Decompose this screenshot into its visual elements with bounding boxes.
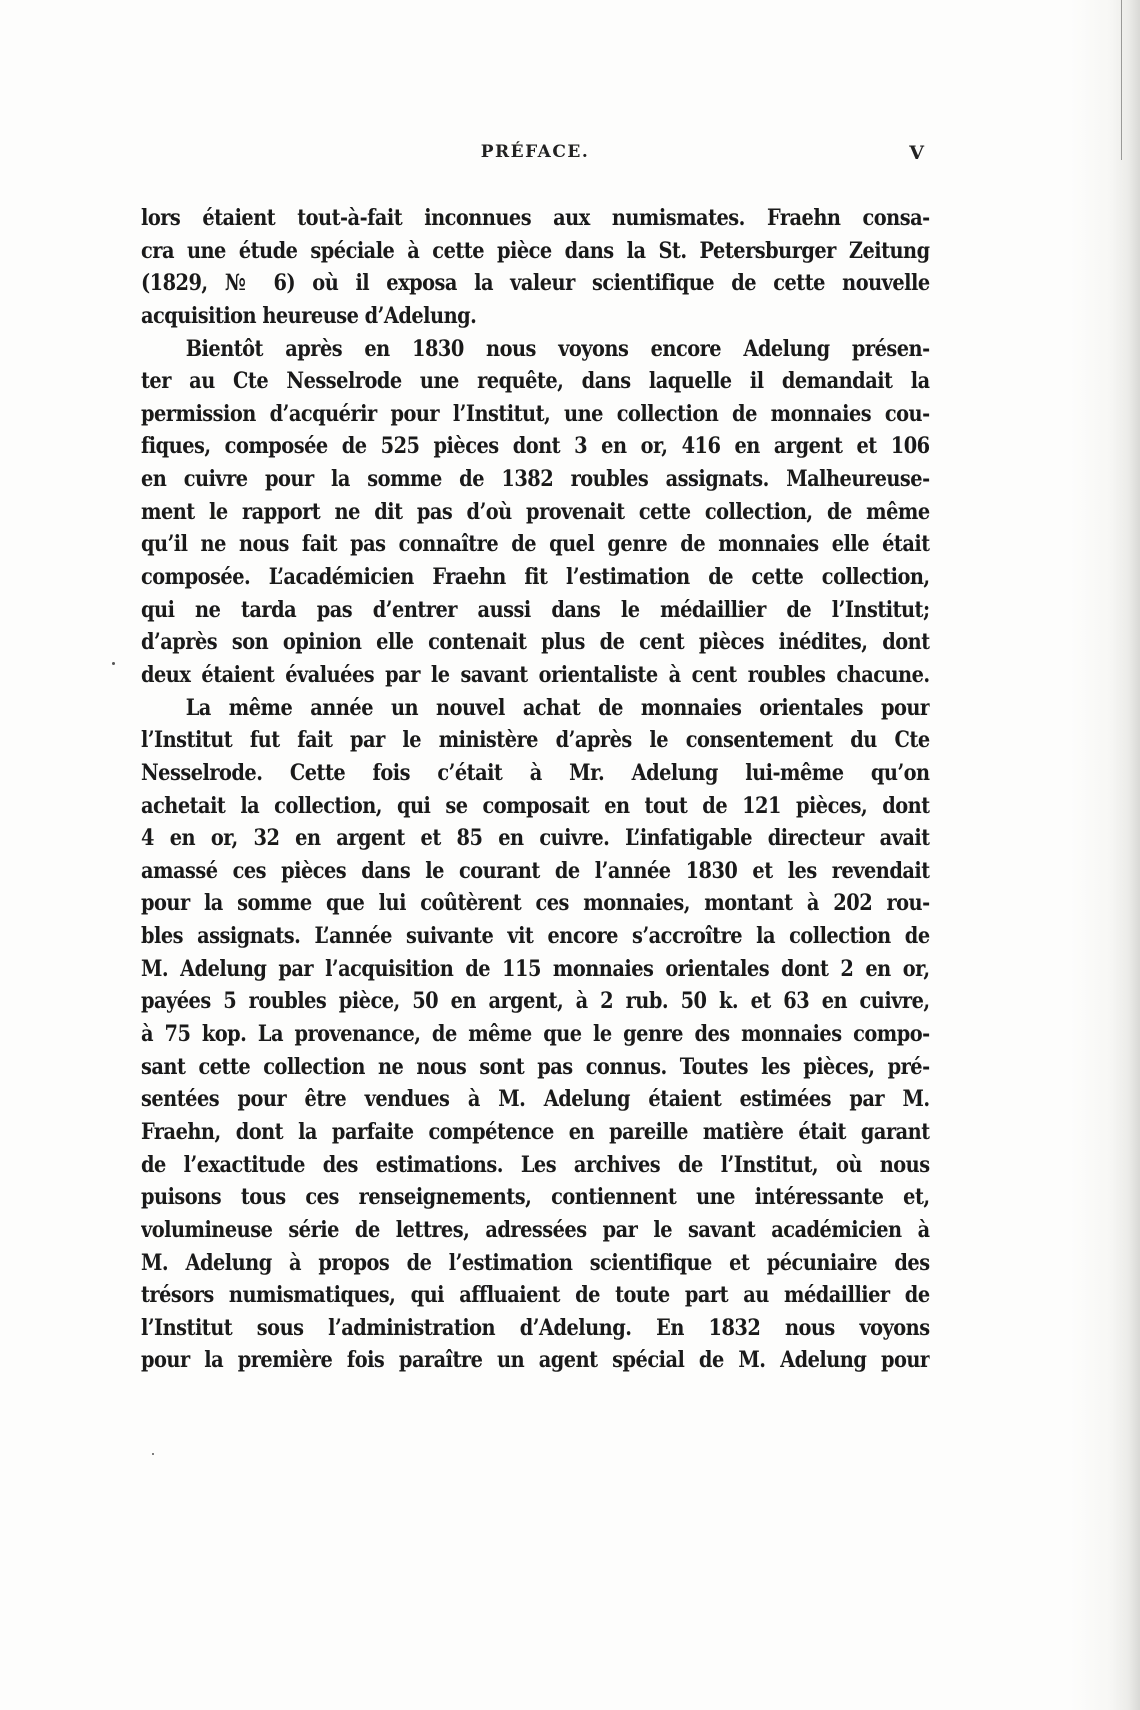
text-line: en cuivre pour la somme de 1382 roubles assignats. Malheureuse- bbox=[141, 466, 930, 493]
text-line: acquisition heureuse d’Adelung. bbox=[141, 302, 477, 329]
text-line: composée. L’académicien Fraehn fit l’estimation de cette collection, bbox=[141, 564, 930, 591]
text-line: qu’il ne nous fait pas connaître de quel genre de monnaies elle était bbox=[141, 531, 930, 558]
text-line: pour la somme que lui coûtèrent ces monnaies, montant à 202 rou- bbox=[141, 890, 930, 917]
margin-speck bbox=[152, 1453, 154, 1455]
text-line: payées 5 roubles pièce, 50 en argent, à 2 rub. 50 k. et 63 en cuivre, bbox=[141, 988, 930, 1015]
text-line: d’après son opinion elle contenait plus de cent pièces inédites, dont bbox=[141, 629, 930, 656]
text-line: amassé ces pièces dans le courant de l’année 1830 et les revendait bbox=[141, 857, 930, 884]
page-number: V bbox=[909, 142, 924, 164]
text-line: Bientôt après en 1830 nous voyons encore Adelung présen- bbox=[185, 335, 930, 362]
text-line: trésors numismatiques, qui affluaient de toute part au médaillier de bbox=[141, 1282, 930, 1309]
body-text bbox=[141, 202, 930, 1377]
text-line: M. Adelung à propos de l’estimation scientifique et pécuniaire des bbox=[141, 1249, 930, 1276]
text-line: l’Institut sous l’administration d’Adelung. En 1832 nous voyons bbox=[141, 1314, 930, 1341]
text-line: 4 en or, 32 en argent et 85 en cuivre. L’infatigable directeur avait bbox=[141, 825, 930, 852]
text-line: sant cette collection ne nous sont pas connus. Toutes les pièces, pré- bbox=[141, 1053, 930, 1080]
running-title: PRÉFACE. bbox=[480, 142, 590, 162]
text-line: l’Institut fut fait par le ministère d’après le consentement du Cte bbox=[141, 727, 930, 754]
text-line: pour la première fois paraître un agent spécial de M. Adelung pour bbox=[141, 1347, 930, 1374]
margin-speck bbox=[112, 662, 115, 665]
text-line: à 75 kop. La provenance, de même que le genre des monnaies compo- bbox=[141, 1021, 930, 1048]
text-line: achetait la collection, qui se composait en tout de 121 pièces, dont bbox=[141, 792, 930, 819]
text-line: cra une étude spéciale à cette pièce dans la St. Petersburger Zeitung bbox=[141, 237, 930, 264]
text-line: La même année un nouvel achat de monnaies orientales pour bbox=[185, 694, 930, 721]
text-line: M. Adelung par l’acquisition de 115 monnaies orientales dont 2 en or, bbox=[141, 955, 930, 982]
page-header bbox=[140, 142, 930, 172]
text-line: Fraehn, dont la parfaite compétence en pareille matière était garant bbox=[141, 1118, 930, 1145]
page-edge-shadow bbox=[1070, 0, 1140, 1710]
text-line: bles assignats. L’année suivante vit encore s’accroître la collection de bbox=[141, 923, 930, 950]
text-line: lors étaient tout-à-fait inconnues aux numismates. Fraehn consa- bbox=[141, 205, 930, 231]
text-line: permission d’acquérir pour l’Institut, une collection de monnaies cou- bbox=[141, 400, 930, 427]
text-line: ter au Cte Nesselrode une requête, dans laquelle il demandait la bbox=[141, 368, 930, 395]
text-line: de l’exactitude des estimations. Les archives de l’Institut, où nous bbox=[141, 1151, 930, 1178]
text-line: puisons tous ces renseignements, contiennent une intéressante et, bbox=[141, 1184, 930, 1211]
text-line: sentées pour être vendues à M. Adelung étaient estimées par M. bbox=[141, 1086, 930, 1113]
text-line: fiques, composée de 525 pièces dont 3 en or, 416 en argent et 106 bbox=[141, 433, 930, 460]
text-line: deux étaient évaluées par le savant orientaliste à cent roubles chacune. bbox=[141, 661, 930, 688]
text-line: Nesselrode. Cette fois c’était à Mr. Adelung lui-même qu’on bbox=[141, 759, 930, 786]
page-edge-line bbox=[1121, 0, 1122, 160]
text-line: (1829, № 6) où il exposa la valeur scientifique de cette nouvelle bbox=[141, 270, 930, 297]
text-line: volumineuse série de lettres, adressées par le savant académicien à bbox=[141, 1216, 930, 1243]
text-line: qui ne tarda pas d’entrer aussi dans le médaillier de l’Institut; bbox=[141, 596, 930, 623]
text-line: ment le rapport ne dit pas d’où provenait cette collection, de même bbox=[141, 498, 930, 525]
